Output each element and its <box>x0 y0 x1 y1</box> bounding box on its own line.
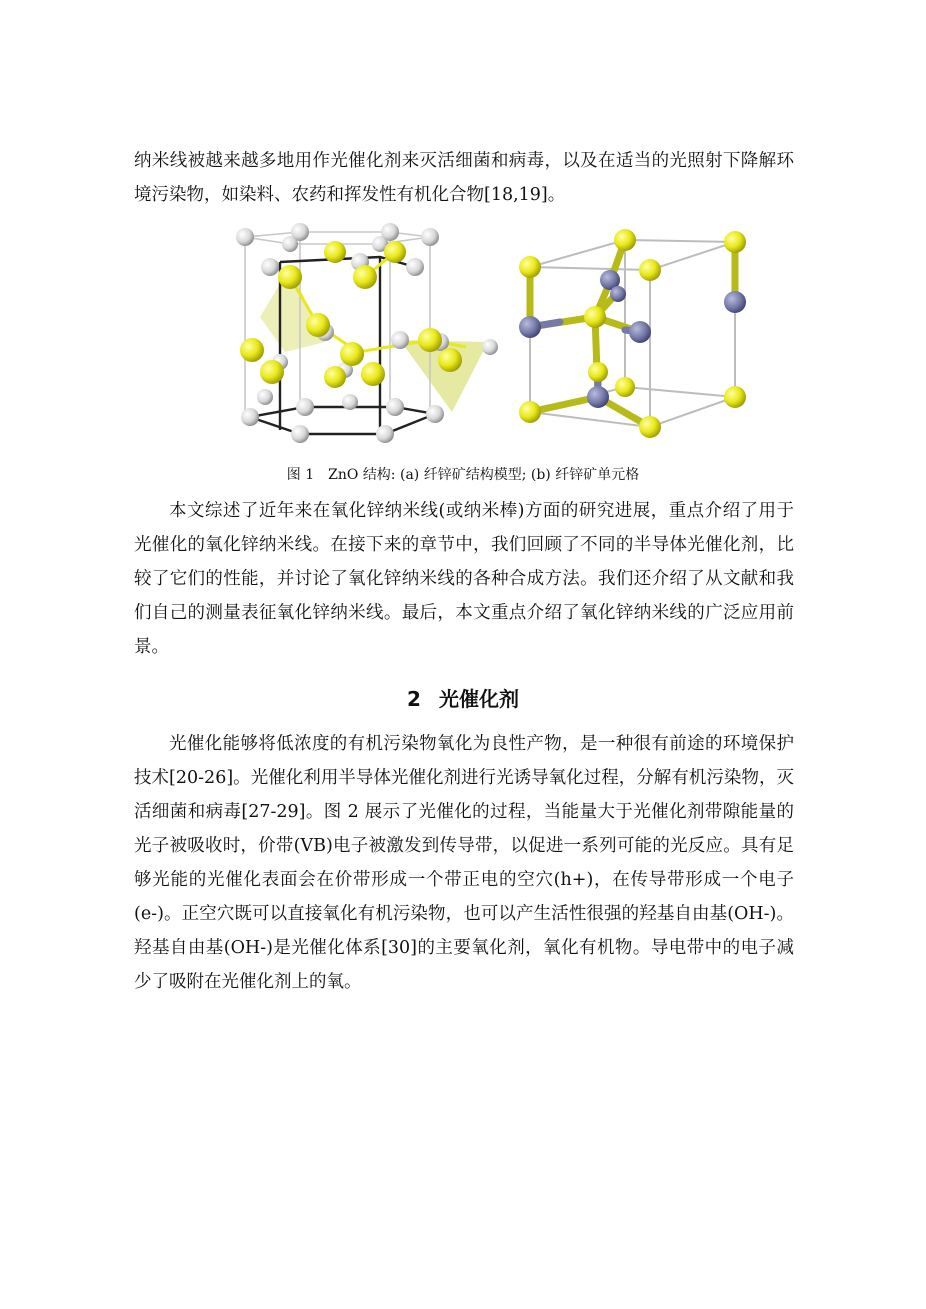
section-title: 光催化剂 <box>438 687 519 711</box>
paragraph-intro-continued: 纳米线被越来越多地用作光催化剂来灭活细菌和病毒，以及在适当的光照射下降解环境污染物，如染料、农药和挥发性有机化合物[18,19]。 <box>134 151 794 205</box>
figure-caption <box>0 464 926 486</box>
section-number: 2 <box>407 687 421 711</box>
wurtzite-model <box>236 223 498 443</box>
section-heading <box>0 684 926 714</box>
wurtzite-unit-cell <box>519 229 746 438</box>
paragraph-photocatalysis: 光催化能够将低浓度的有机污染物氧化为良性产物，是一种很有前途的环境保护技术[20-26]。光催化利用半导体光催化剂进行光诱导氧化过程，分解有机污染物，灭活细菌和病毒[27-29]。图 2 展示了光催化的过程，当能量大于光催化剂带隙能量的光子被吸收时，价带(VB)电子被激发到传导带，以促进一系列可能的光反应。具有足够光能的光催化表面会在价带形成一个带正电的空穴(h+)，在传导带形成一个电子(e-)。正空穴既可以直接氧化有机污染物，也可以产生活性很强的羟基自由基(OH-)。羟基自由基(OH-)是光催化体系[30]的主要氧化剂，氧化有机物。导电带中的电子减少了吸附在光催化剂上的氧。 <box>134 734 794 992</box>
figure-caption-text: ZnO 结构: (a) 纤锌矿结构模型; (b) 纤锌矿单元格 <box>328 467 640 483</box>
paragraph-overview: 本文综述了近年来在氧化锌纳米线(或纳米棒)方面的研究进展，重点介绍了用于光催化的氧化锌纳米线。在接下来的章节中，我们回顾了不同的半导体光催化剂，比较了它们的性能，并讨论了氧化锌纳米线的各种合成方法。我们还介绍了从文献和我们自己的测量表征氧化锌纳米线。最后，本文重点介绍了氧化锌纳米线的广泛应用前景。 <box>134 501 794 657</box>
figure-zno-structure <box>230 222 750 454</box>
zno-structure-illustration <box>230 222 750 454</box>
figure-label: 图 1 <box>286 467 315 483</box>
